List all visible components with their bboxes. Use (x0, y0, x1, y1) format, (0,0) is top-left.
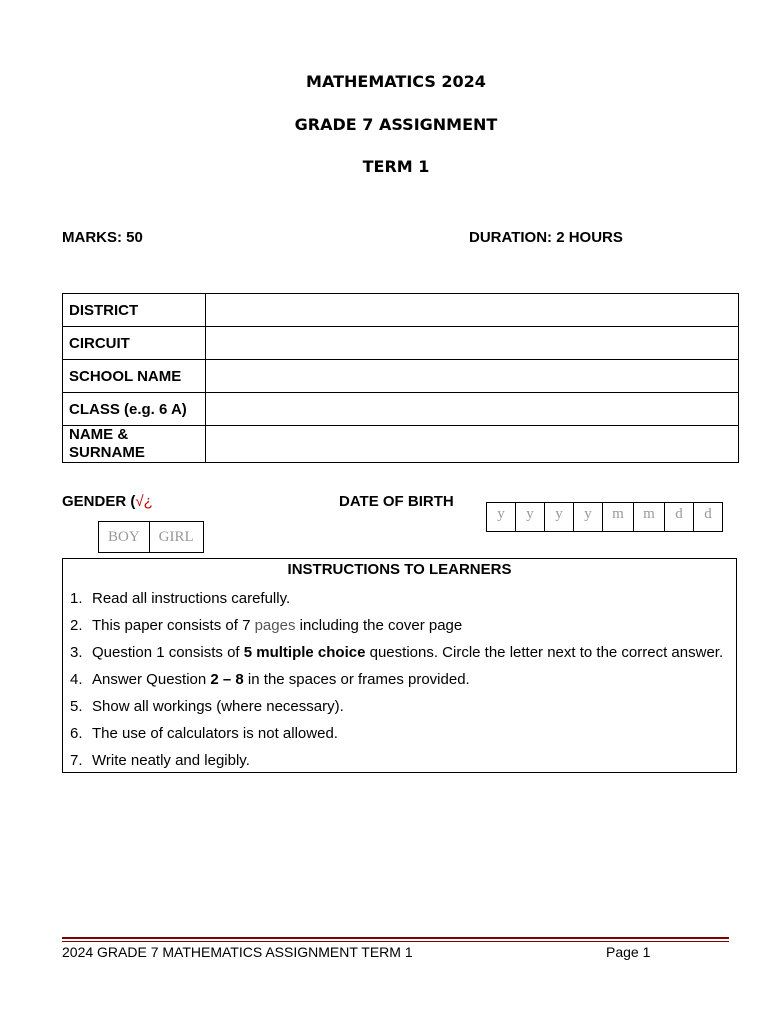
document-subtitle: GRADE 7 ASSIGNMENT (294, 115, 498, 134)
school-name-label: SCHOOL NAME (63, 360, 206, 393)
gender-option-girl[interactable]: GIRL (149, 522, 203, 552)
marks-label: MARKS: 50 (62, 229, 143, 246)
item-text-gray: pages (254, 617, 296, 634)
learner-info-table (62, 293, 739, 463)
name-surname-field[interactable] (206, 426, 739, 463)
circuit-field[interactable] (206, 327, 739, 360)
dob-year-box[interactable]: y (497, 506, 505, 522)
instructions-title: INSTRUCTIONS TO LEARNERS (287, 561, 512, 578)
dob-month-box[interactable]: m (602, 503, 633, 531)
item-number: 1. (70, 590, 83, 607)
gender-options (98, 521, 204, 553)
dob-day-box[interactable]: d (693, 503, 722, 531)
item-text: The use of calculators is not allowed. (92, 725, 338, 742)
district-field[interactable] (206, 294, 739, 327)
item-number: 5. (70, 698, 83, 715)
item-text: Answer Question (92, 671, 211, 688)
item-text: This paper consists of 7 (92, 617, 255, 634)
table-row (63, 327, 739, 360)
gender-label (62, 493, 153, 510)
item-text-bold: 2 – 8 (210, 671, 244, 688)
gender-label-text: GENDER ( (62, 493, 136, 510)
dob-day-box[interactable]: d (664, 503, 693, 531)
date-of-birth-label: DATE OF BIRTH (339, 493, 454, 510)
list-item (63, 666, 736, 693)
footer-rule-thin (62, 941, 729, 942)
item-text: questions. Circle the letter next to the correct answer. (365, 644, 724, 661)
circuit-label: CIRCUIT (63, 327, 206, 360)
date-of-birth-boxes (486, 502, 723, 532)
table-row (63, 360, 739, 393)
table-row (63, 393, 739, 426)
footer-title: 2024 GRADE 7 MATHEMATICS ASSIGNMENT TERM 1 (62, 944, 413, 960)
dob-year-box[interactable]: y (544, 503, 573, 531)
gender-option-boy[interactable]: BOY (108, 529, 140, 545)
footer-rule (62, 937, 729, 939)
class-label: CLASS (e.g. 6 A) (63, 393, 206, 426)
list-item (63, 639, 736, 666)
document-title: MATHEMATICS 2024 (306, 72, 486, 91)
item-text: Write neatly and legibly. (92, 752, 250, 769)
document-term: TERM 1 (362, 157, 430, 176)
district-label: DISTRICT (63, 294, 206, 327)
instructions-list (63, 585, 736, 774)
check-mark-glyph: √¿ (135, 493, 153, 510)
list-item (63, 693, 736, 720)
item-text: Show all workings (where necessary). (92, 698, 344, 715)
duration-label: DURATION: 2 HOURS (469, 229, 623, 246)
item-text-bold: 5 multiple choice (243, 644, 366, 661)
instructions-box (62, 558, 737, 773)
item-text: in the spaces or frames provided. (243, 671, 470, 688)
list-item (63, 612, 736, 639)
item-number: 2. (70, 617, 83, 634)
dob-month-box[interactable]: m (633, 503, 664, 531)
table-row (63, 294, 739, 327)
item-number: 3. (70, 644, 83, 661)
item-number: 6. (70, 725, 83, 742)
page-number: Page 1 (606, 944, 651, 960)
list-item (63, 747, 736, 774)
class-field[interactable] (206, 393, 739, 426)
list-item (63, 585, 736, 612)
item-text: including the cover page (295, 617, 463, 634)
table-row (63, 426, 739, 463)
dob-year-box[interactable]: y (515, 503, 544, 531)
item-text: Question 1 consists of (92, 644, 244, 661)
item-number: 7. (70, 752, 83, 769)
name-surname-label: NAME & SURNAME (63, 426, 206, 463)
school-name-field[interactable] (206, 360, 739, 393)
item-text: Read all instructions carefully. (92, 590, 291, 607)
dob-year-box[interactable]: y (573, 503, 602, 531)
list-item (63, 720, 736, 747)
item-number: 4. (70, 671, 83, 688)
